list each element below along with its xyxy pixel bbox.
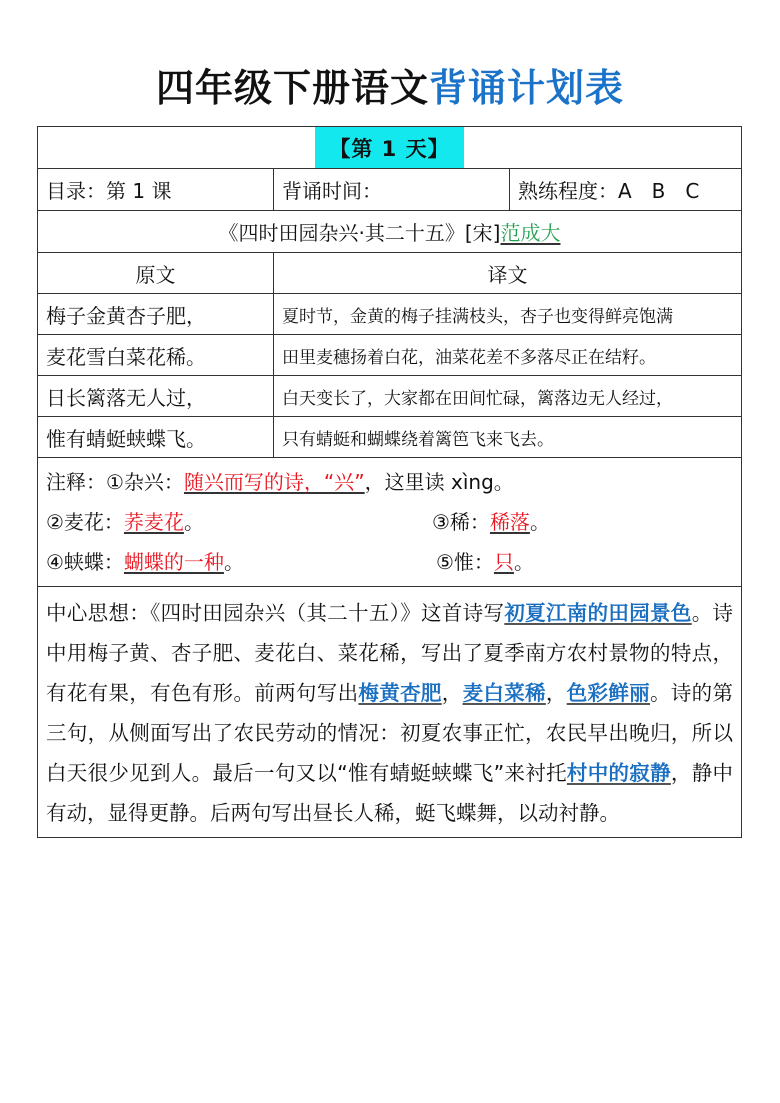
translation-line: 夏时节，金黄的梅子挂满枝头，杏子也变得鲜亮饱满 [273, 294, 741, 334]
note-line-2 [46, 502, 550, 542]
central-idea [38, 587, 741, 837]
title-black-part: 四年级下册语文 [155, 66, 429, 110]
summary-highlight: 梅黄杏肥 [358, 681, 442, 705]
poem-line-row [38, 376, 741, 417]
poem-line-row [38, 335, 741, 376]
original-line: 日长篱落无人过， [46, 385, 206, 410]
summary-row [38, 587, 741, 837]
summary-text: 。诗中用梅子黄、杏子肥、麦花白、菜花稀，写出了夏季南方农村景物的特点，有花有果，有色有形。前两句写出 [46, 601, 734, 705]
note-1-definition: 随兴而写的诗，“兴” [183, 470, 365, 494]
info-row [38, 169, 741, 211]
summary-text: ，静中有动，显得更静。后两句写出昼长人稀，蜓飞蝶舞，以动衬静。 [46, 761, 733, 825]
recitation-sheet [37, 126, 742, 838]
period: 。 [183, 510, 204, 534]
summary-text: 。诗的第三句，从侧面写出了农民劳动的情况：初夏农事正忙，农民早出晚归，所以白天很少见到人。最后一句又以“惟有蜻蜓蛱蝶飞”来衬托 [46, 681, 733, 785]
recite-time-cell: 背诵时间： [273, 169, 509, 210]
note-line-1 [46, 462, 550, 502]
poem-title: 《四时田园杂兴·其二十五》[宋] [218, 221, 501, 245]
page-title [0, 60, 780, 116]
header-original: 原文 [135, 262, 176, 287]
original-line: 惟有蜻蜓蛱蝶飞。 [46, 426, 206, 451]
proficiency-cell: 熟练程度：A B C [509, 169, 741, 210]
note-2-term: ②麦花： [46, 510, 124, 534]
original-line: 麦花雪白菜花稀。 [46, 344, 206, 369]
poem-title-row [38, 211, 741, 253]
header-translation: 译文 [273, 253, 741, 293]
title-blue-part: 背诵计划表 [429, 66, 625, 110]
note-line-3 [46, 542, 550, 582]
period: 。 [529, 510, 550, 534]
summary-highlight: 初夏江南的田园景色 [504, 601, 692, 625]
period: 。 [223, 550, 244, 574]
column-header-row [38, 253, 741, 294]
translation-line: 只有蜻蜓和蝴蝶绕着篱笆飞来飞去。 [273, 417, 741, 457]
note-3-definition: 稀落 [489, 510, 530, 534]
note-5-definition: 只 [493, 550, 514, 574]
poet-name: 范成大 [500, 221, 561, 245]
day-badge: 【第 1 天】 [315, 127, 463, 168]
summary-highlight: 村中的寂静 [566, 761, 671, 785]
summary-text: ， [441, 681, 463, 705]
catalog-cell: 目录：第 1 课 [46, 179, 172, 203]
note-2-definition: 荞麦花 [123, 510, 184, 534]
summary-highlight: 色彩鲜丽 [566, 681, 651, 705]
summary-text: 中心思想：《四时田园杂兴（其二十五）》这首诗写 [46, 601, 505, 625]
note-1-term: 注释：①杂兴： [46, 470, 184, 494]
note-4-term: ④蛱蝶： [46, 550, 124, 574]
translation-line: 白天变长了，大家都在田间忙碌，篱落边无人经过， [273, 376, 741, 416]
note-5-term: ⑤惟： [436, 550, 494, 574]
summary-highlight: 麦白菜稀 [462, 681, 546, 705]
period: 。 [513, 550, 534, 574]
original-line: 梅子金黄杏子肥， [46, 303, 206, 328]
summary-text: ， [545, 681, 567, 705]
poem-line-row [38, 294, 741, 335]
notes-row [38, 458, 741, 587]
poem-line-row [38, 417, 741, 458]
day-row [38, 127, 741, 169]
translation-line: 田里麦穗扬着白花，油菜花差不多落尽正在结籽。 [273, 335, 741, 375]
note-1-suffix: ，这里读 xìng。 [364, 470, 514, 494]
note-3-term: ③稀： [432, 510, 490, 534]
note-4-definition: 蝴蝶的一种 [123, 550, 224, 574]
notes [38, 458, 558, 586]
